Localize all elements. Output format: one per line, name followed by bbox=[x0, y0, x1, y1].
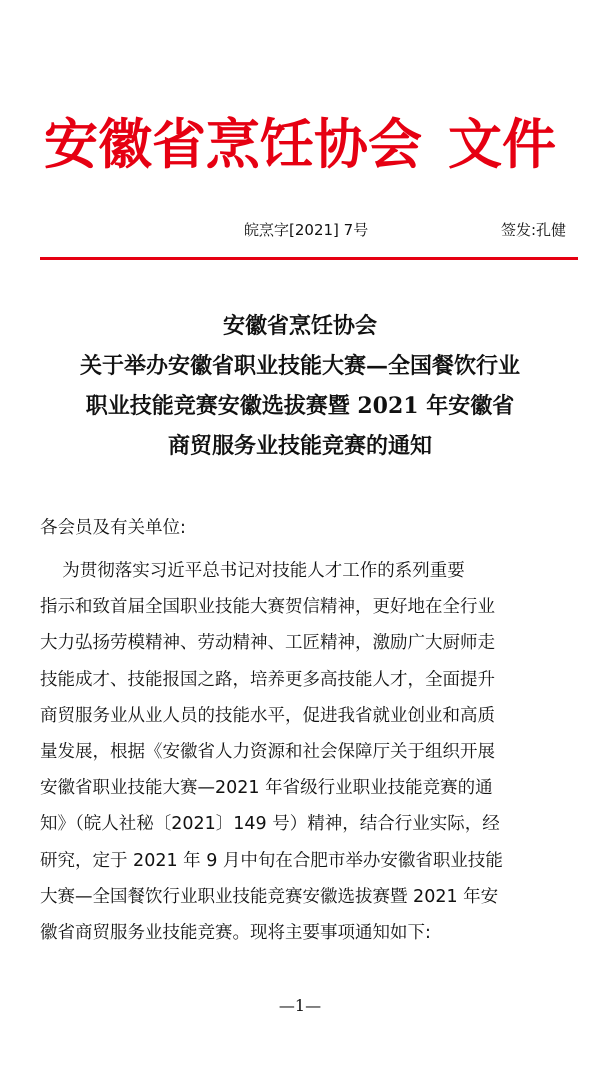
title-line-1: 安徽省烹饪协会 bbox=[222, 313, 377, 339]
body-line: 技能成才、技能报国之路，培养更多高技能人才，全面提升 bbox=[40, 669, 495, 690]
body-line: 商贸服务业从业人员的技能水平，促进我省就业创业和高质 bbox=[40, 705, 495, 726]
body-line: 为贯彻落实习近平总书记对技能人才工作的系列重要 bbox=[40, 561, 465, 581]
body-line: 量发展，根据《安徽省人力资源和社会保障厅关于组织开展 bbox=[40, 742, 495, 763]
title-line-3: 职业技能竞赛安徽选拔赛暨 2021 年安徽省 bbox=[85, 393, 515, 419]
red-divider-line bbox=[40, 257, 578, 260]
document-meta-line bbox=[0, 218, 600, 242]
document-body bbox=[40, 553, 570, 951]
body-line: 知》（皖人社秘〔2021〕149 号）精神，结合行业实际，经 bbox=[40, 814, 500, 835]
issuer-signature: 签发:孔健 bbox=[500, 221, 566, 239]
document-number: 皖烹字[2021] 7号 bbox=[244, 221, 369, 239]
body-line: 安徽省职业技能大赛—2021 年省级行业职业技能竞赛的通 bbox=[40, 778, 493, 799]
document-header-title bbox=[0, 104, 600, 184]
body-line: 研究，定于 2021 年 9 月中旬在合肥市举办安徽省职业技能 bbox=[40, 850, 503, 871]
header-org-name: 安徽省烹饪协会 bbox=[44, 112, 422, 176]
body-line: 大赛—全国餐饮行业职业技能竞赛安徽选拔赛暨 2021 年安 bbox=[40, 886, 499, 907]
salutation: 各会员及有关单位: bbox=[40, 518, 186, 538]
body-line: 大力弘扬劳模精神、劳动精神、工匠精神，激励广大厨师走 bbox=[40, 633, 495, 654]
header-doc-type: 文件 bbox=[448, 112, 556, 176]
page-number: —1— bbox=[278, 996, 322, 1015]
body-line: 指示和致首届全国职业技能大赛贺信精神，更好地在全行业 bbox=[40, 597, 495, 618]
document-title bbox=[0, 306, 600, 466]
title-line-4: 商贸服务业技能竞赛的通知 bbox=[167, 433, 432, 459]
title-line-2: 关于举办安徽省职业技能大赛—全国餐饮行业 bbox=[79, 353, 520, 379]
body-line: 徽省商贸服务业技能竞赛。现将主要事项通知如下: bbox=[40, 923, 431, 944]
